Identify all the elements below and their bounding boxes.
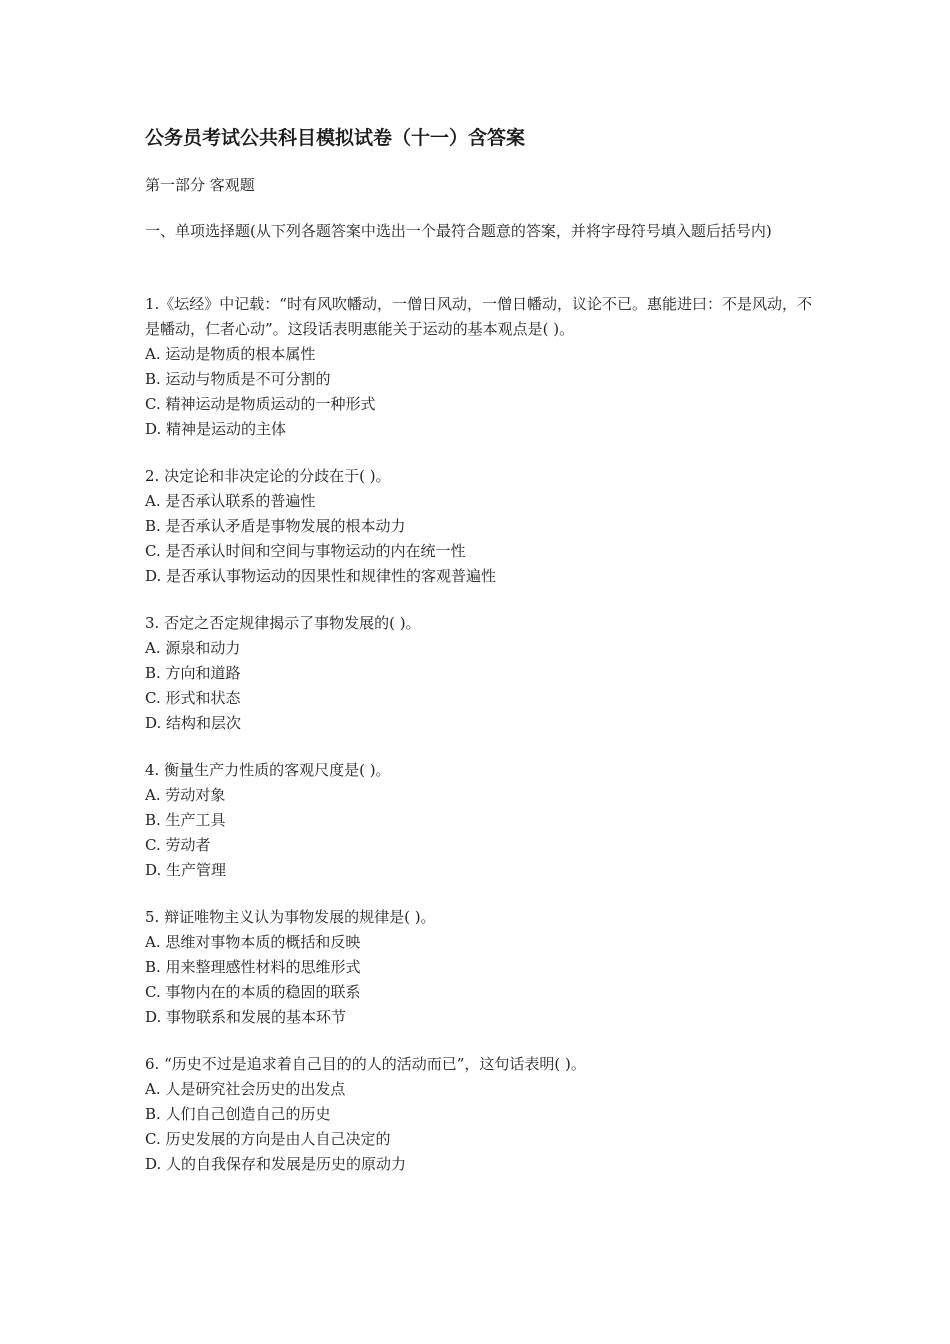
- question-stem: 6. “历史不过是追求着自己目的的人的活动而已”，这句话表明( )。: [145, 1055, 586, 1073]
- question-list: [145, 292, 815, 1199]
- option-a: A. 运动是物质的根本属性: [145, 345, 316, 363]
- question-6: [145, 1052, 815, 1177]
- section-instructions: 一、单项选择题(从下列各题答案中选出一个最符合题意的答案，并将字母符号填入题后括号内): [145, 222, 772, 240]
- question-stem: 2. 决定论和非决定论的分歧在于( )。: [145, 467, 391, 485]
- option-b: B. 方向和道路: [145, 664, 241, 682]
- option-b: B. 是否承认矛盾是事物发展的根本动力: [145, 517, 406, 535]
- option-d: D. 结构和层次: [145, 714, 242, 732]
- question-4: [145, 758, 815, 883]
- option-d: D. 是否承认事物运动的因果性和规律性的客观普遍性: [145, 567, 497, 585]
- question-stem: 3. 否定之否定规律揭示了事物发展的( )。: [145, 614, 421, 632]
- option-b: B. 用来整理感性材料的思维形式: [145, 958, 361, 976]
- question-stem: 1.《坛经》中记载：“时有风吹幡动，一僧日风动，一僧日幡动，议论不已。惠能进曰：不是风动，不是幡动，仁者心动”。这段话表明惠能关于运动的基本观点是( )。: [145, 295, 812, 338]
- question-3: [145, 611, 815, 736]
- question-1: [145, 292, 815, 442]
- option-c: C. 劳动者: [145, 836, 211, 854]
- option-c: C. 形式和状态: [145, 689, 241, 707]
- option-a: A. 是否承认联系的普遍性: [145, 492, 316, 510]
- option-a: A. 人是研究社会历史的出发点: [145, 1080, 346, 1098]
- question-stem: 4. 衡量生产力性质的客观尺度是( )。: [145, 761, 391, 779]
- option-d: D. 精神是运动的主体: [145, 420, 287, 438]
- option-c: C. 是否承认时间和空间与事物运动的内在统一性: [145, 542, 466, 560]
- part-heading: 第一部分 客观题: [145, 176, 255, 194]
- question-stem: 5. 辩证唯物主义认为事物发展的规律是( )。: [145, 908, 436, 926]
- option-b: B. 人们自己创造自己的历史: [145, 1105, 331, 1123]
- option-c: C. 精神运动是物质运动的一种形式: [145, 395, 376, 413]
- option-b: B. 运动与物质是不可分割的: [145, 370, 331, 388]
- option-d: D. 人的自我保存和发展是历史的原动力: [145, 1155, 407, 1173]
- question-5: [145, 905, 815, 1030]
- question-2: [145, 464, 815, 589]
- option-b: B. 生产工具: [145, 811, 226, 829]
- option-d: D. 生产管理: [145, 861, 227, 879]
- document-title: 公务员考试公共科目模拟试卷（十一）含答案: [145, 127, 526, 149]
- option-c: C. 事物内在的本质的稳固的联系: [145, 983, 361, 1001]
- option-a: A. 思维对事物本质的概括和反映: [145, 933, 361, 951]
- option-a: A. 源泉和动力: [145, 639, 241, 657]
- option-c: C. 历史发展的方向是由人自己决定的: [145, 1130, 391, 1148]
- option-d: D. 事物联系和发展的基本环节: [145, 1008, 347, 1026]
- option-a: A. 劳动对象: [145, 786, 226, 804]
